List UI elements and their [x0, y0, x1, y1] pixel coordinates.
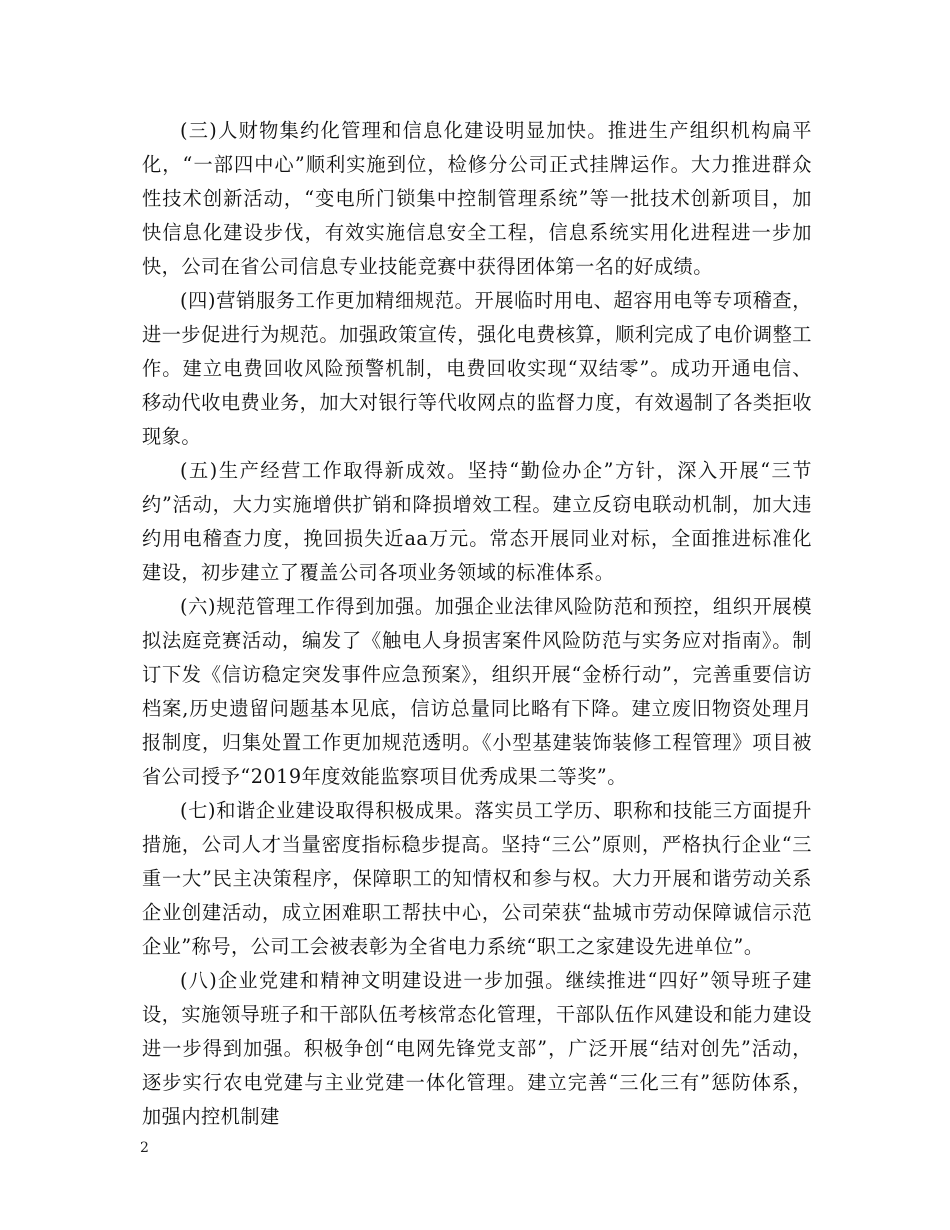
- paragraph-si: (四)营销服务工作更加精细规范。开展临时用电、超容用电等专项稽查，进一步促进行为规范。加强政策宣传，强化电费核算，顺利完成了电价调整工作。建立电费回收风险预警机制，电费回收实现“双结零”。成功开通电信、移动代收电费业务，加大对银行等代收网点的监督力度，有效遏制了各类拒收现象。: [142, 289, 812, 448]
- paragraph-liu: (六)规范管理工作得到加强。加强企业法律风险防范和预控，组织开展模拟法庭竞赛活动，编发了《触电人身损害案件风险防范与实务应对指南》。制订下发《信访稳定突发事件应急预案》，组织开展“金桥行动”，完善重要信访档案,历史遗留问题基本见底，信访总量同比略有下降。建立废旧物资处理月报制度，归集处置工作更加规范透明。《小型基建装饰装修工程管理》项目被省公司授予“2019年度效能监察项目优秀成果二等奖”。: [142, 595, 812, 788]
- paragraph-san: (三)人财物集约化管理和信息化建设明显加快。推进生产组织机构扁平化，“一部四中心”顺利实施到位，检修分公司正式挂牌运作。大力推进群众性技术创新活动，“变电所门锁集中控制管理系统”等一批技术创新项目，加快信息化建设步伐，有效实施信息安全工程，信息系统实用化进程进一步加快，公司在省公司信息专业技能竞赛中获得团体第一名的好成绩。: [142, 119, 812, 278]
- paragraph-ba: (八)企业党建和精神文明建设进一步加强。继续推进“四好”领导班子建设，实施领导班子和干部队伍考核常态化管理，干部队伍作风建设和能力建设进一步得到加强。积极争创“电网先锋党支部”，广泛开展“结对创先”活动，逐步实行农电党建与主业党建一体化管理。建立完善“三化三有”惩防体系，加强内控机制建: [142, 969, 812, 1128]
- page-number: 2: [140, 1140, 149, 1156]
- document-body: [142, 114, 812, 1134]
- paragraph-qi: (七)和谐企业建设取得积极成果。落实员工学历、职称和技能三方面提升措施，公司人才当量密度指标稳步提高。坚持“三公”原则，严格执行企业“三重一大”民主决策程序，保障职工的知情权和参与权。大力开展和谐劳动关系企业创建活动，成立困难职工帮扶中心，公司荣获“盐城市劳动保障诚信示范企业”称号，公司工会被表彰为全省电力系统“职工之家建设先进单位”。: [142, 799, 812, 958]
- paragraph-wu: (五)生产经营工作取得新成效。坚持“勤俭办企”方针，深入开展“三节约”活动，大力实施增供扩销和降损增效工程。建立反窃电联动机制，加大违约用电稽查力度，挽回损失近aa万元。常态开展同业对标，全面推进标准化建设，初步建立了覆盖公司各项业务领域的标准体系。: [142, 459, 812, 584]
